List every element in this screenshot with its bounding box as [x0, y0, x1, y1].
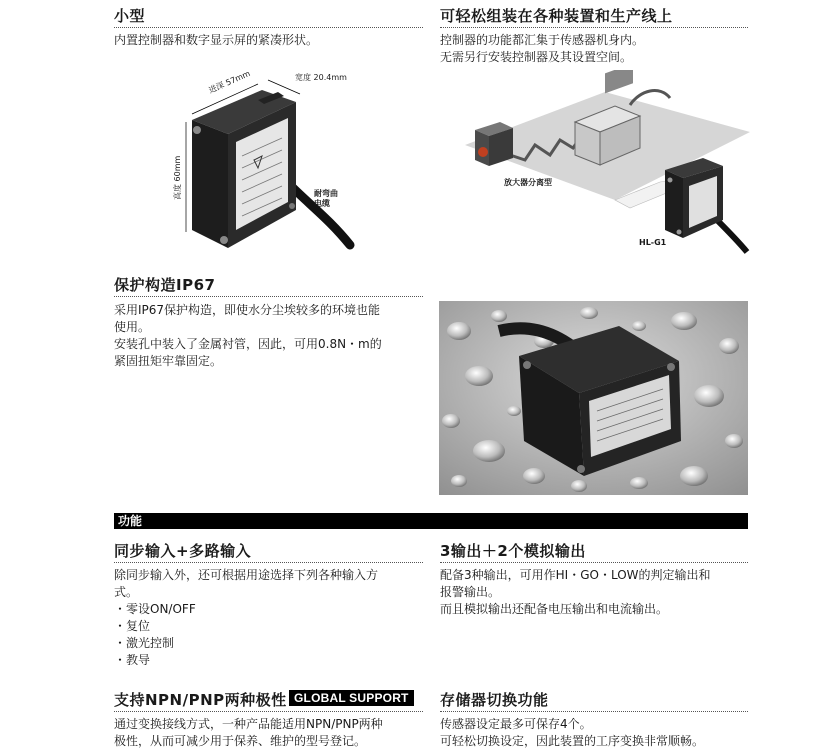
amplifier-separate-label: 放大器分离型 [504, 178, 552, 187]
small-text: 内置控制器和数字显示屏的紧凑形状。 [114, 33, 319, 47]
memory-heading: 存储器切换功能 [440, 691, 549, 709]
npn-pnp-text [114, 716, 383, 750]
npn-pnp-text-line: 极性，从而可减少用于保养、维护的型号登记。 [114, 734, 367, 748]
npn-pnp-text-line: 通过变换接线方式，一种产品能适用NPN/PNP两种 [114, 717, 383, 731]
install-text [440, 32, 644, 66]
small-divider [114, 27, 423, 28]
height-dimension-label: 高度 60mm [173, 155, 182, 200]
ip67-text [114, 302, 382, 370]
ip67-heading: 保护构造IP67 [114, 276, 216, 294]
npn-pnp-divider [114, 711, 423, 712]
outputs-text-line: 而且模拟输出还配备电压输出和电流输出。 [440, 602, 669, 616]
memory-divider [440, 711, 748, 712]
cable-label-line2: 电缆 [314, 199, 330, 208]
install-divider [440, 27, 748, 28]
ip67-divider [114, 296, 423, 297]
install-text-line: 无需另行安装控制器及其设置空间。 [440, 50, 633, 64]
function-section-bar: 功能 [114, 513, 748, 529]
sync-input-text-line: 式。 [114, 585, 139, 599]
list-item: ・零设ON/OFF [114, 602, 196, 616]
outputs-heading: 3输出＋2个模拟输出 [440, 542, 586, 560]
outputs-divider [440, 562, 748, 563]
ip67-text-line: 紧固扭矩牢靠固定。 [114, 354, 223, 368]
depth-dimension-label: 进深 57mm [207, 68, 252, 96]
sync-input-text [114, 567, 378, 669]
memory-text-line: 可轻松切换设定，因此装置的工序变换非常顺畅。 [440, 734, 705, 748]
npn-pnp-heading: 支持NPN/PNP两种极性 [114, 691, 287, 709]
width-dimension-label: 宽度 20.4mm [295, 73, 347, 82]
outputs-text-line: 报警输出。 [440, 585, 501, 599]
sensor-dimension-illustration [150, 60, 390, 250]
install-text-line: 控制器的功能都汇集于传感器机身内。 [440, 33, 645, 47]
list-item: ・激光控制 [114, 636, 175, 650]
outputs-text [440, 567, 711, 618]
sync-input-heading: 同步输入+多路输入 [114, 542, 252, 560]
outputs-text-line: 配备3种输出，可用作HI・GO・LOW的判定输出和 [440, 568, 711, 582]
ip67-text-line: 安装孔中装入了金属衬管，因此，可用0.8N・m的 [114, 337, 382, 351]
model-label: HL-G1 [639, 238, 667, 247]
memory-text-line: 传感器设定最多可保存4个。 [440, 717, 592, 731]
ip67-text-line: 使用。 [114, 320, 151, 334]
memory-text [440, 716, 704, 750]
cable-label-line1: 耐弯曲 [314, 189, 338, 198]
sync-input-text-line: 除同步输入外，还可根据用途选择下列各种输入方 [114, 568, 379, 582]
list-item: ・教导 [114, 653, 151, 667]
small-heading: 小型 [114, 7, 146, 25]
integration-illustration [455, 70, 755, 255]
list-item: ・复位 [114, 619, 151, 633]
global-support-badge: GLOBAL SUPPORT [289, 690, 414, 706]
install-heading: 可轻松组装在各种装置和生产线上 [440, 7, 673, 25]
water-droplets-photo [439, 301, 748, 495]
sync-input-divider [114, 562, 423, 563]
ip67-text-line: 采用IP67保护构造，即使水分尘埃较多的环境也能 [114, 303, 381, 317]
